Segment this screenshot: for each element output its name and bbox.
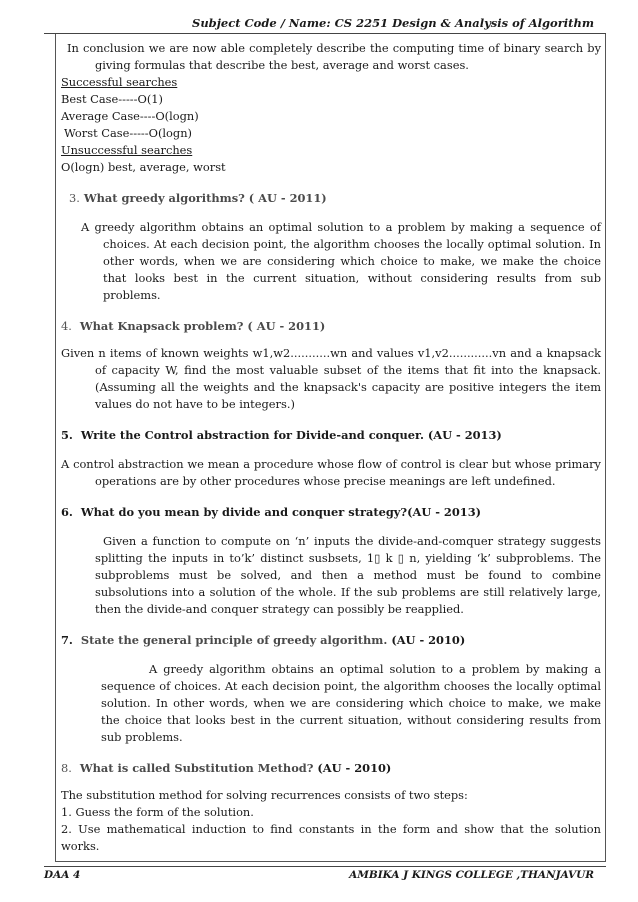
question-4-answer: Given n items of known weights w1,w2...........wn and values v1,v2............vn and a knapsack of capacity W, find the most valuable subset of the items that fit into the knapsack.(Assuming all the weights and the knapsack's capacity are positive integers the item values do not have to be integers.) [61,346,601,411]
unsuccessful-searches-label: Unsuccessful searches [61,143,193,157]
question-4-number: 4. [61,319,72,333]
question-8-line-2: 1. Guess the form of the solution. [61,805,254,819]
question-5-answer: A control abstraction we mean a procedure whose flow of control is clear but whose primary operations are by other procedures whose precise meanings are left undefined. [61,457,601,488]
successful-searches-label: Successful searches [61,75,178,89]
question-5-heading [61,427,601,444]
best-case-line: Best Case-----O(1) [61,92,163,106]
footer-rule [44,866,606,867]
intro-paragraph: In conclusion we are now able completely describe the computing time of binary search by giving formulas that describe the best, average and worst cases. [67,41,601,72]
question-7-heading [61,632,601,649]
question-6-heading [61,504,601,521]
question-7-answer: A greedy algorithm obtains an optimal solution to a problem by making a sequence of choices. At each decision point, the algorithm chooses the locally optimal solution. In other words, when we are considering which choice to make, we make the choice that looks best in the current situation, without considering results from sub problems. [101,662,601,744]
page-content [61,40,601,855]
question-6-title: What do you mean by divide and conquer strategy?(AU - 2013) [80,505,482,519]
page-header: Subject Code / Name: CS 2251 Design & Analysis of Algorithm [192,16,594,30]
unsuccessful-line: O(logn) best, average, worst [61,160,226,174]
question-6-answer: Given a function to compute on ‘n’ inputs the divide-and-comquer strategy suggests splitting the inputs in to’k’ distinct susbsets, 1▯ k ▯ n, yielding ‘k’ subproblems. The subproblems must be solved, and then a method must be found to combine subsolutions into a solution of the whole. If the sub problems are still relatively large, then the divide-and conquer strategy can possibly be reapplied. [95,534,601,616]
question-7-au: (AU - 2010) [391,633,466,647]
average-case-line: Average Case----O(logn) [61,109,199,123]
question-8-title: What is called Substitution Method? [79,761,314,775]
footer-left: DAA 4 [44,869,81,881]
question-8-line-3: 2. Use mathematical induction to find constants in the form and show that the solution works. [61,822,601,853]
question-3-number: 3. [69,191,80,205]
question-7-title: State the general principle of greedy algorithm. [80,633,388,647]
question-3-heading [61,190,601,207]
worst-case-line: Worst Case-----O(logn) [64,126,192,140]
footer-right: AMBIKA J KINGS COLLEGE ,THANJAVUR [349,869,594,881]
question-7-number: 7. [61,633,73,647]
question-8-au: (AU - 2010) [317,761,392,775]
question-6-number: 6. [61,505,73,519]
question-8-number: 8. [61,761,72,775]
question-4-title: What Knapsack problem? ( AU - 2011) [79,319,326,333]
question-8-heading [61,760,601,777]
question-4-heading [61,318,601,335]
question-5-title: Write the Control abstraction for Divide-and conquer. (AU - 2013) [80,428,502,442]
question-3-answer: A greedy algorithm obtains an optimal solution to a problem by making a sequence of choices. At each decision point, the algorithm chooses the locally optimal solution. In other words, when we are considering which choice to make, we make the choice that looks best in the current situation, without considering results from sub problems. [81,220,601,302]
question-8-line-1: The substitution method for solving recurrences consists of two steps: [61,788,468,802]
question-3-title: What greedy algorithms? ( AU - 2011) [83,191,327,205]
question-5-number: 5. [61,428,73,442]
